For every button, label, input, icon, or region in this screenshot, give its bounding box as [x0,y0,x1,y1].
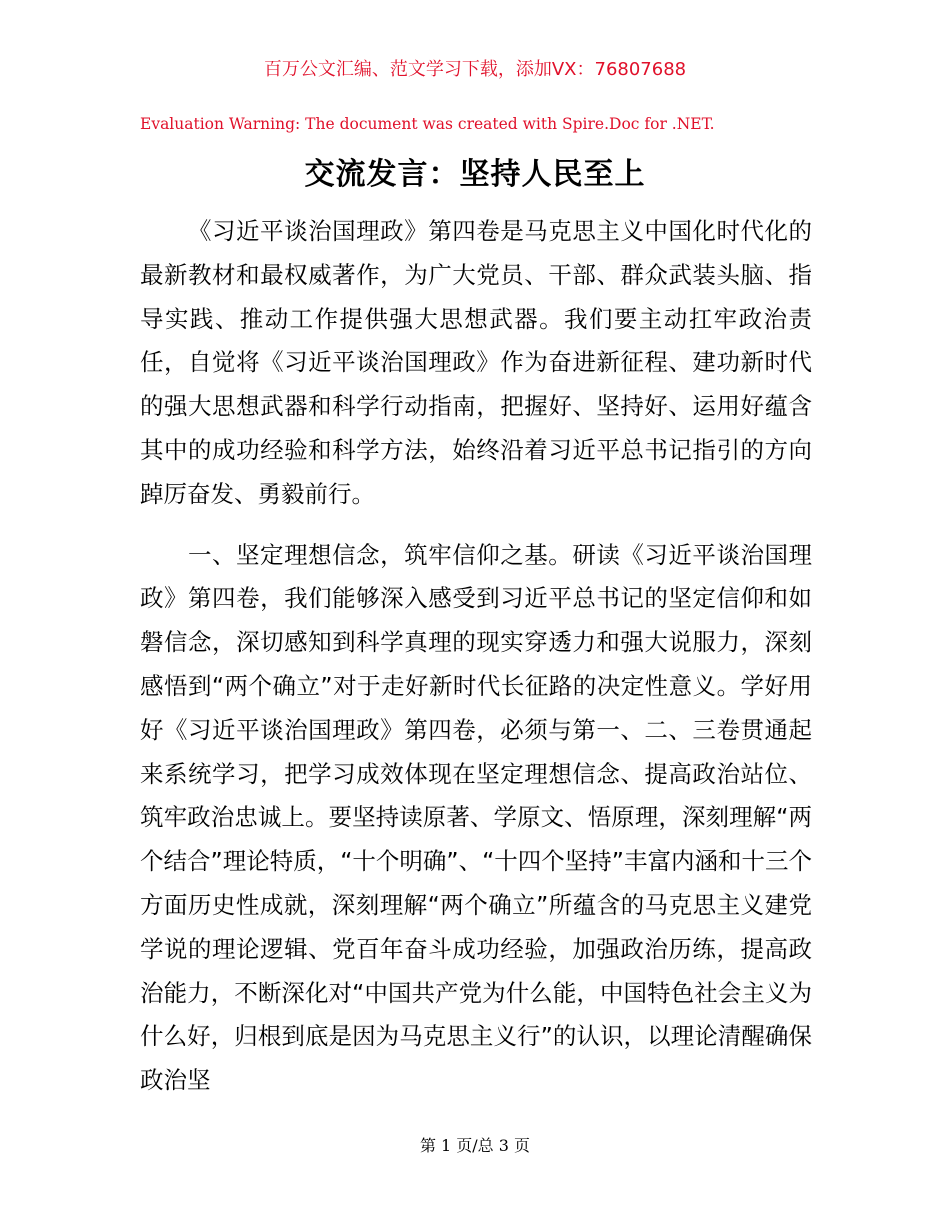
body-paragraph: 一、坚定理想信念，筑牢信仰之基。研读《习近平谈治国理政》第四卷，我们能够深入感受到习近平总书记的坚定信仰和如磐信念，深切感知到科学真理的现实穿透力和强大说服力，深刻感悟到“两个确立”对于走好新时代长征路的决定性意义。学好用好《习近平谈治国理政》第四卷，必须与第一、二、三卷贯通起来系统学习，把学习成效体现在坚定理想信念、提高政治站位、筑牢政治忠诚上。要坚持读原著、学原文、悟原理，深刻理解“两个结合”理论特质，“十个明确”、“十四个坚持”丰富内涵和十三个方面历史性成就，深刻理解“两个确立”所蕴含的马克思主义建党学说的理论逻辑、党百年奋斗成功经验，加强政治历练，提高政治能力，不断深化对“中国共产党为什么能，中国特色社会主义为什么好，归根到底是因为马克思主义行”的认识，以理论清醒确保政治坚 [140,540,812,1095]
page-number: 第 1 页/总 3 页 [419,1136,531,1155]
document-body [140,210,812,1103]
document-title: 交流发言：坚持人民至上 [304,157,646,192]
evaluation-warning: Evaluation Warning: The document was created with Spire.Doc for .NET. [140,115,715,133]
body-paragraph: 《习近平谈治国理政》第四卷是马克思主义中国化时代化的最新教材和最权威著作，为广大党员、干部、群众武装头脑、指导实践、推动工作提供强大思想武器。我们要主动扛牢政治责任，自觉将《习近平谈治国理政》作为奋进新征程、建功新时代的强大思想武器和科学行动指南，把握好、坚持好、运用好蕴含其中的成功经验和科学方法，始终沿着习近平总书记指引的方向踔厉奋发、勇毅前行。 [140,217,812,508]
header-banner: 百万公文汇编、范文学习下载，添加VX：76807688 [263,59,687,80]
